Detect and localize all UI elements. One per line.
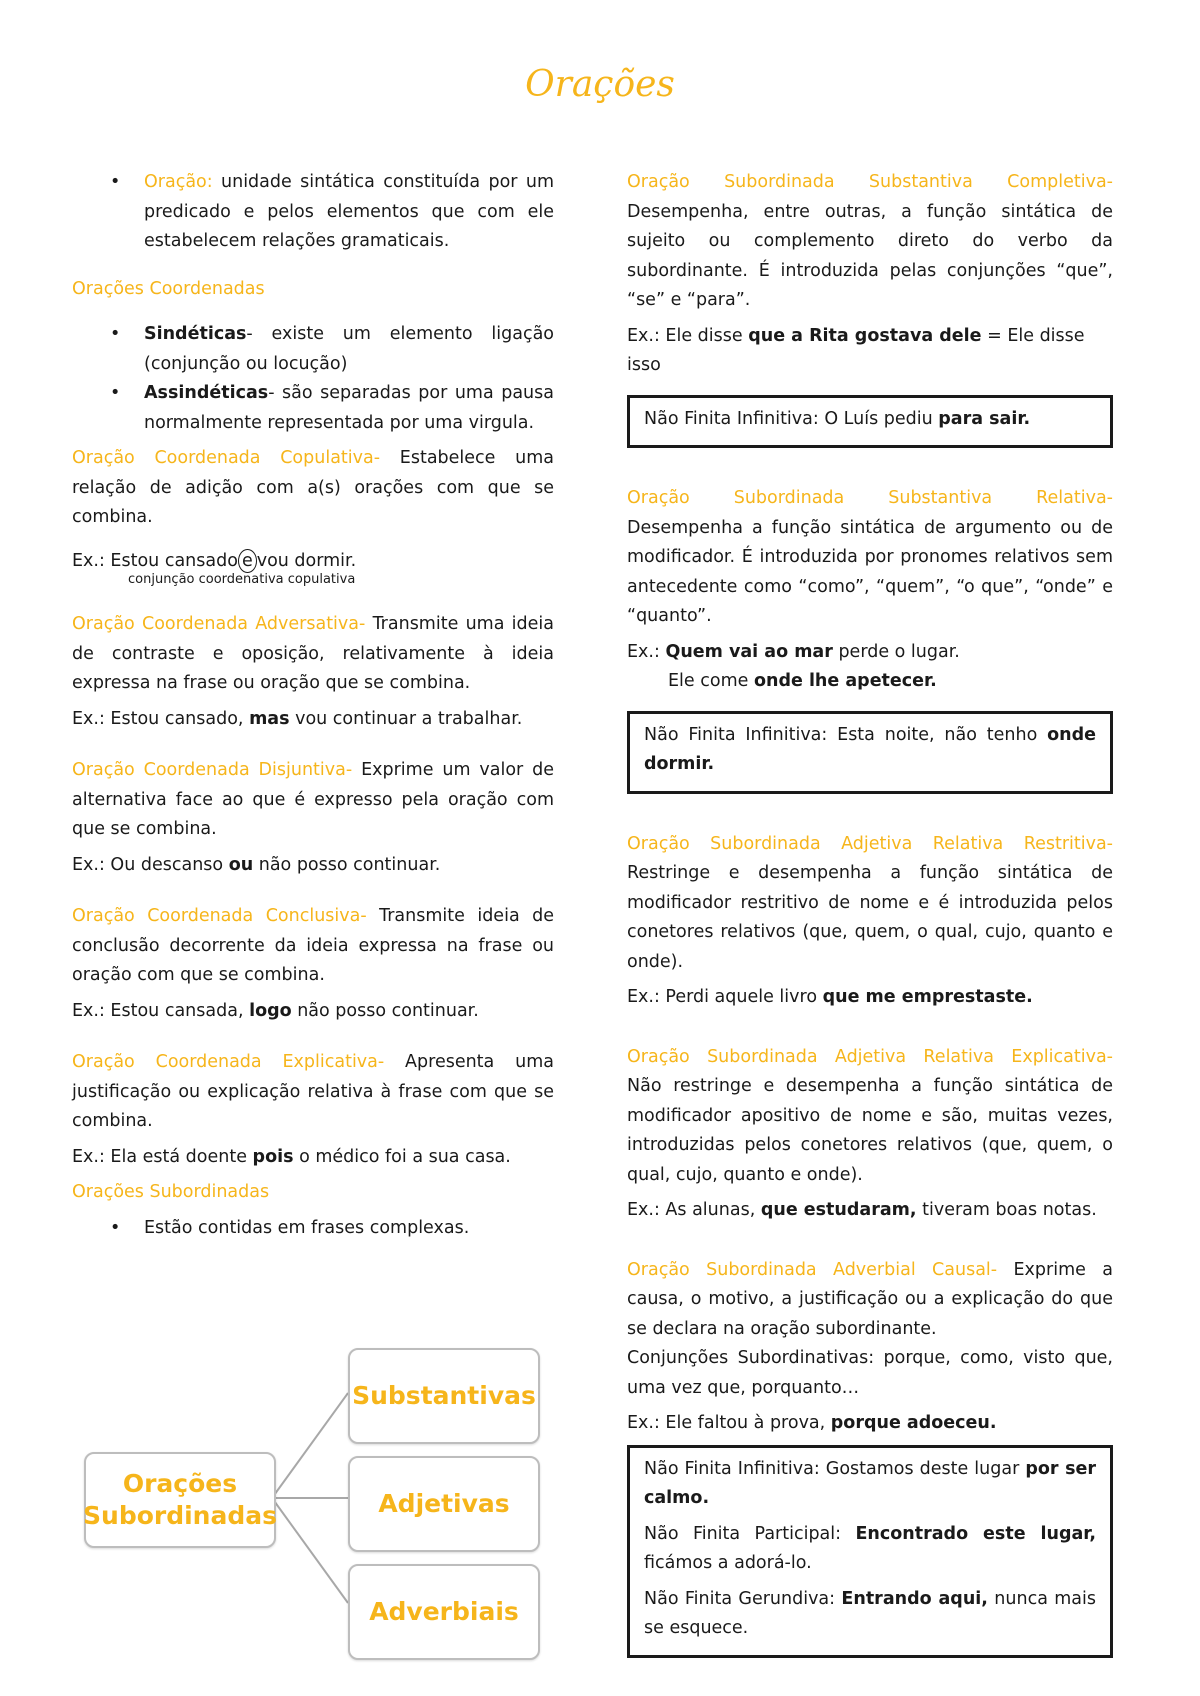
explicativa-text: Apresenta uma justificação ou explicação relativa à frase com que se combina. — [72, 1052, 554, 1131]
example-text: Ex.: Ele faltou à prova, — [627, 1413, 831, 1433]
example-bold: que estudaram, — [760, 1200, 917, 1220]
box-text: nunca mais se esquece. — [644, 1588, 1097, 1638]
box-bold: Encontrado este lugar, — [855, 1523, 1097, 1544]
bullet-icon: • — [110, 324, 121, 344]
example-text: perde o lugar. — [832, 641, 960, 662]
restritiva-title-line — [627, 830, 1113, 860]
relativa-title-line — [627, 484, 1113, 514]
copulativa-note: conjunção coordenativa copulativa — [128, 572, 356, 587]
page-title: Orações — [525, 64, 675, 105]
example-bold: onde lhe apetecer. — [753, 671, 937, 691]
connector-line — [272, 1393, 348, 1498]
sub-bullet — [72, 1214, 554, 1244]
diagram-root-node — [84, 1452, 276, 1548]
diagram-node-adjetivas — [348, 1456, 540, 1552]
explicativa-title: Oração Coordenada Explicativa- — [72, 1052, 385, 1072]
conclusiva-definition — [72, 902, 554, 991]
causal-title: Oração Subordinada Adverbial Causal- — [627, 1259, 998, 1280]
example-text: Ex.: Perdi aquele livro — [627, 987, 823, 1007]
box-line-infinitiva — [644, 1455, 1096, 1514]
example-text: não posso continuar. — [291, 1000, 479, 1021]
bullet-icon: • — [110, 172, 121, 192]
adj-explicativa-definition: Não restringe e desempenha a função sintática de modificador apositivo de nome e são, muitas vezes, introduzidas pelos conetores relativos (que, quem, o qual, cujo, quanto e onde). — [627, 1076, 1113, 1185]
adversativa-example — [72, 705, 554, 735]
box-line-participal — [644, 1520, 1096, 1579]
box-line-gerundiva — [644, 1585, 1096, 1644]
restritiva-title: Oração Subordinada Adjetiva Relativa Restritiva- — [627, 833, 1113, 854]
example-bold: ou — [228, 854, 254, 875]
example-text: Ex.: Ela está doente — [72, 1146, 253, 1167]
assindeticas-text: - são separadas por uma pausa normalmente representada por uma virgula. — [144, 383, 554, 433]
node-label: Adjetivas — [378, 1489, 510, 1518]
box-text: Não Finita Gerundiva: — [644, 1588, 842, 1609]
conclusiva-example — [72, 997, 554, 1027]
example-text: tiveram boas notas. — [916, 1200, 1097, 1220]
right-column — [627, 168, 1113, 1658]
adj-explicativa-title: Oração Subordinada Adjetiva Relativa Explicativa- — [627, 1046, 1113, 1067]
adversativa-text: Transmite uma ideia de contraste e oposição, relativamente à ideia expressa na frase ou oração que se combina. — [72, 614, 555, 693]
box-text: Não Finita Infinitiva: Gostamos deste lugar — [644, 1458, 1026, 1479]
disjuntiva-title: Oração Coordenada Disjuntiva- — [72, 760, 353, 780]
example-bold: porque adoeceu. — [830, 1413, 997, 1433]
circled-conjunction: e — [238, 549, 257, 573]
intro-bullet — [72, 168, 554, 257]
relativa-example-2 — [627, 667, 1113, 697]
root-label-line1: Orações — [122, 1469, 238, 1498]
box-bold: Entrando aqui, — [841, 1588, 988, 1609]
example-text: Ex.: — [627, 641, 666, 662]
relativa-example-1 — [627, 638, 1113, 668]
completiva-title-line — [627, 168, 1113, 198]
completiva-title: Oração Subordinada Substantiva Completiva- — [627, 172, 1113, 192]
conclusiva-text: Transmite ideia de conclusão decorrente da ideia expressa na frase ou oração com que se combina. — [72, 906, 554, 985]
conclusiva-title: Oração Coordenada Conclusiva- — [72, 906, 367, 926]
root-label-line2: Subordinadas — [83, 1501, 277, 1530]
sub-heading: Orações Subordinadas — [72, 1182, 270, 1202]
explicativa-definition — [72, 1048, 554, 1137]
subordinate-diagram — [84, 1348, 544, 1658]
box-text: ficámos a adorá-lo. — [644, 1553, 812, 1573]
sub-bullet-text: Estão contidas em frases complexas. — [144, 1217, 470, 1238]
causal-conjunctions: Conjunções Subordinativas: porque, como, visto que, uma vez que, porquanto… — [627, 1348, 1113, 1398]
diagram-node-substantivas — [348, 1348, 540, 1444]
explicativa-example — [72, 1143, 554, 1173]
node-label: Substantivas — [352, 1381, 536, 1410]
example-text: vou continuar a trabalhar. — [289, 708, 523, 729]
example-bold: pois — [252, 1146, 294, 1167]
relativa-box — [627, 711, 1113, 794]
sindeticas-term: Sindéticas — [144, 324, 247, 344]
box-text: Não Finita Infinitiva: Esta noite, não tenho — [644, 724, 1048, 745]
example-text: Ex.: Estou cansada, — [72, 1000, 250, 1021]
box-bold: para sair. — [938, 408, 1031, 429]
completiva-example — [627, 322, 1113, 381]
causal-example — [627, 1409, 1113, 1439]
box-bold: onde dormir. — [644, 724, 1096, 774]
assindeticas-term: Assindéticas — [144, 383, 269, 403]
node-label: Adverbiais — [369, 1597, 519, 1626]
adversativa-definition — [72, 610, 554, 699]
adj-explicativa-example — [627, 1196, 1113, 1226]
intro-text: unidade sintática constituída por um predicado e pelos elementos que com ele estabelecem relações gramaticais. — [144, 172, 554, 251]
disjuntiva-example — [72, 851, 554, 881]
box-text: Não Finita Infinitiva: O Luís pediu — [644, 408, 939, 429]
box-line — [644, 721, 1096, 780]
example-bold: mas — [249, 708, 290, 729]
example-bold: logo — [249, 1000, 292, 1021]
restritiva-definition: Restringe e desempenha a função sintática de modificador restritivo de nome e é introduzida pelos conetores relativos (que, quem, o qual, cujo, quanto e onde). — [627, 863, 1113, 972]
box-line — [644, 405, 1096, 435]
example-bold: que a Rita gostava dele — [748, 325, 982, 346]
sindeticas-text: - existe um elemento ligação (conjunção ou locução) — [144, 324, 554, 374]
causal-text: Exprime a causa, o motivo, a justificação ou a explicação do que se declara na oração subordinante. — [627, 1259, 1113, 1339]
connector-line — [272, 1498, 348, 1603]
example-bold: que me emprestaste. — [822, 987, 1033, 1007]
assindeticas-bullet — [72, 379, 554, 438]
adj-explicativa-title-line — [627, 1043, 1113, 1073]
example-text: o médico foi a sua casa. — [293, 1146, 511, 1167]
example-text: Ex.: As alunas, — [627, 1200, 761, 1220]
disjuntiva-text: Exprime um valor de alternativa face ao que é expresso pela oração com que se combina. — [72, 760, 554, 839]
disjuntiva-definition — [72, 756, 554, 845]
completiva-definition: Desempenha, entre outras, a função sintática de sujeito ou complemento direto do verbo da subordinante. É introduzida pelas conjunções “que”, “se” e “para”. — [627, 201, 1113, 310]
example-text: Ex.: Estou cansado, — [72, 708, 250, 729]
coord-heading: Orações Coordenadas — [72, 278, 265, 299]
relativa-title: Oração Subordinada Substantiva Relativa- — [627, 488, 1113, 508]
sindeticas-bullet — [72, 320, 554, 379]
restritiva-example — [627, 983, 1113, 1013]
example-text: Ex.: Estou cansado — [72, 550, 238, 571]
example-text: Ele come — [668, 671, 754, 691]
left-column — [72, 168, 554, 1243]
adversativa-title: Oração Coordenada Adversativa- — [72, 614, 366, 634]
causal-box — [627, 1445, 1113, 1658]
example-text: Ex.: Ou descanso — [72, 854, 229, 875]
completiva-box — [627, 395, 1113, 449]
intro-term: Oração: — [144, 172, 213, 192]
copulativa-text: Estabelece uma relação de adição com a(s) orações com que se combina. — [72, 448, 555, 527]
box-bold: por ser calmo. — [644, 1458, 1096, 1508]
copulativa-title: Oração Coordenada Copulativa- — [72, 448, 381, 468]
example-bold: Quem vai ao mar — [665, 641, 833, 662]
bullet-icon: • — [110, 1217, 121, 1238]
example-text: = Ele disse isso — [627, 325, 1085, 375]
example-text: não posso continuar. — [253, 854, 441, 875]
example-text: vou dormir. — [256, 550, 357, 571]
diagram-node-adverbiais — [348, 1564, 540, 1660]
box-text: Não Finita Participal: — [644, 1523, 856, 1544]
relativa-definition: Desempenha a função sintática de argumento ou de modificador. É introduzida por pronomes relativos sem antecedente como “como”, “quem”, “o que”, “onde” e “quanto”. — [627, 517, 1113, 626]
copulativa-definition — [72, 444, 554, 533]
example-text: Ex.: Ele disse — [627, 325, 749, 346]
bullet-icon: • — [110, 383, 121, 403]
causal-definition — [627, 1256, 1113, 1345]
